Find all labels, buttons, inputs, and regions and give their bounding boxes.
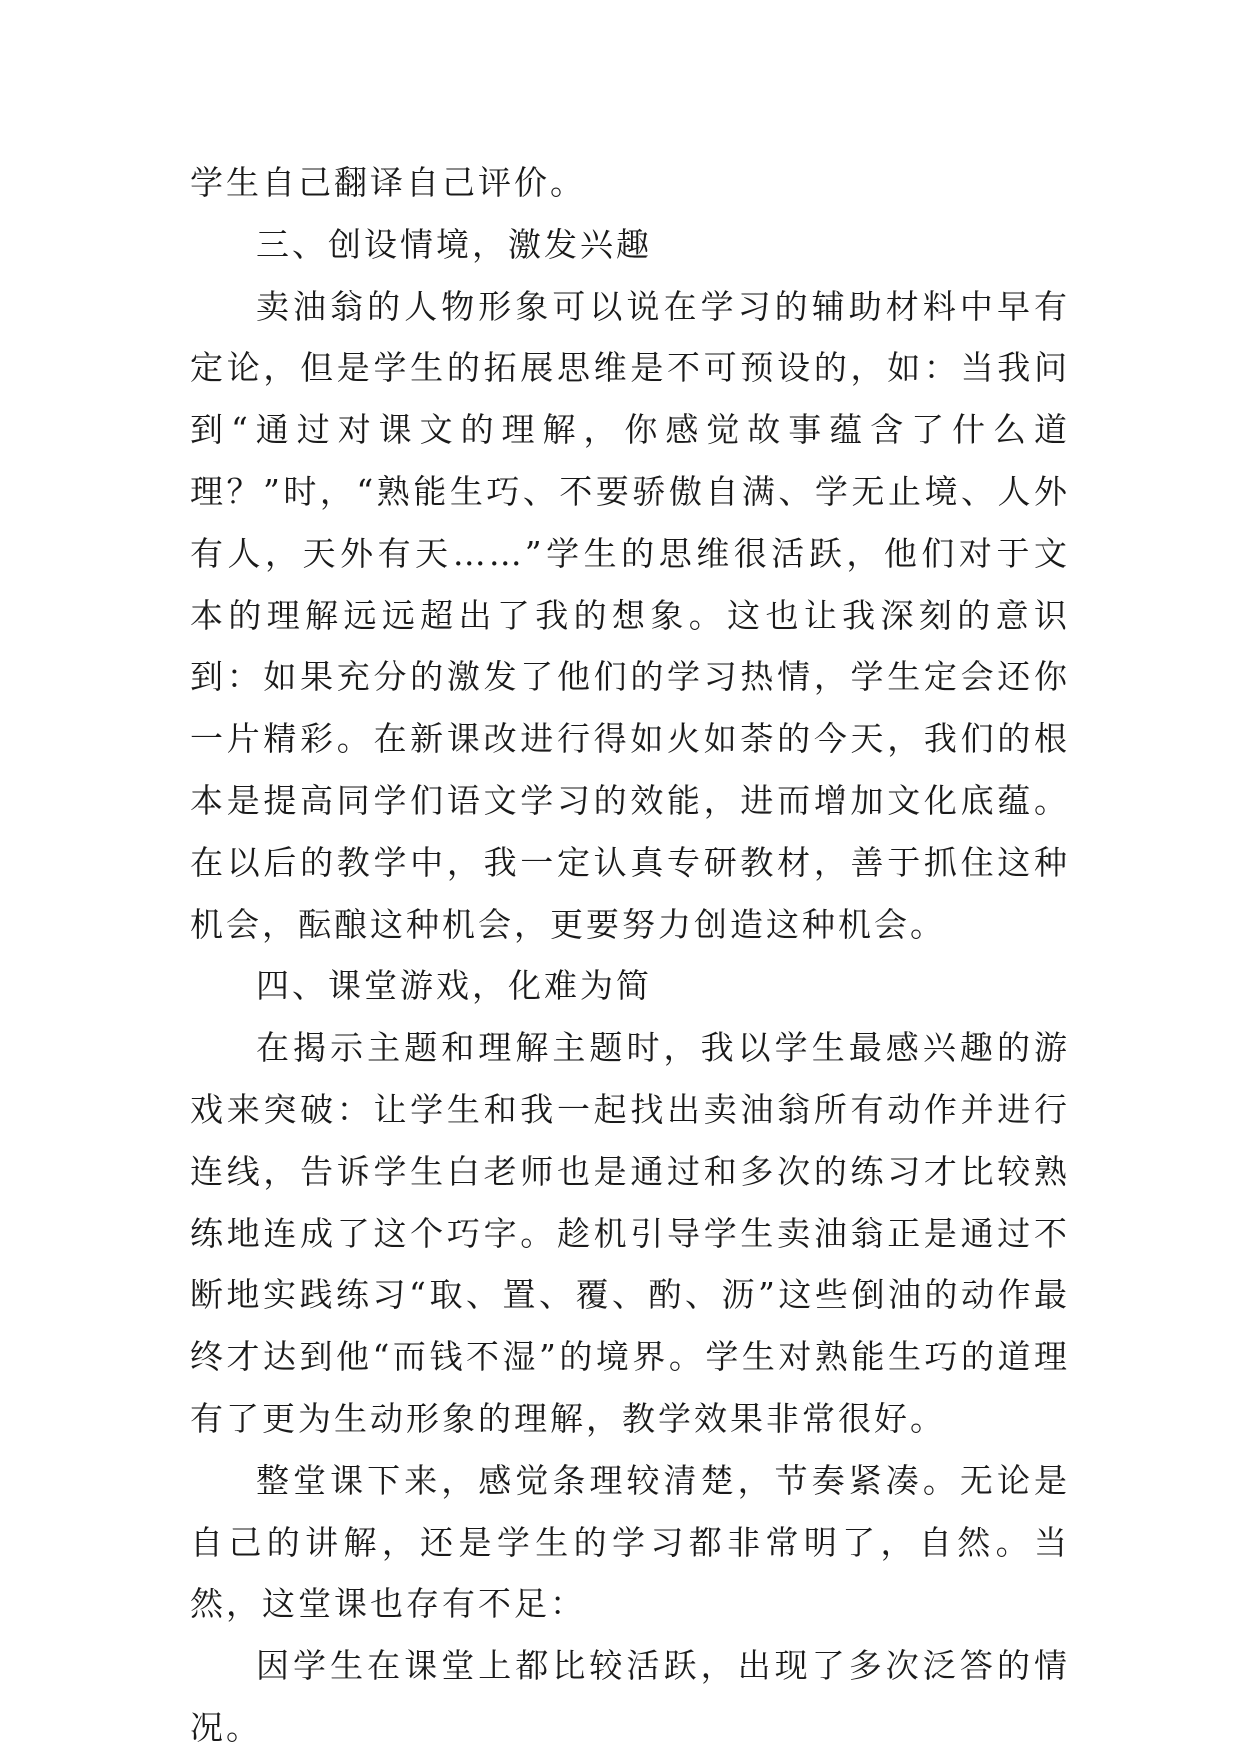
paragraph-section-three: 卖油翁的人物形象可以说在学习的辅助材料中早有定论，但是学生的拓展思维是不可预设的，如：当我问到“通过对课文的理解，你感觉故事蕴含了什么道理？”时，“熟能生巧、不要骄傲自满、学无止境、人外有人，天外有天……”学生的思维很活跃，他们对于文本的理解远远超出了我的想象。这也让我深刻的意识到：如果充分的激发了他们的学习热情，学生定会还你一片精彩。在新课改进行得如火如荼的今天，我们的根本是提高同学们语文学习的效能，进而增加文化底蕴。在以后的教学中，我一定认真专研教材，善于抓住这种机会，酝酿这种机会，更要努力创造这种机会。 <box>190 286 1070 944</box>
heading-section-three: 三、创设情境，激发兴趣 <box>256 224 652 264</box>
paragraph-translation-eval: 学生自己翻译自己评价。 <box>190 163 586 202</box>
heading-section-four: 四、课堂游戏，化难为简 <box>256 966 652 1006</box>
document-page <box>190 0 1070 1754</box>
paragraph-summary: 整堂课下来，感觉条理较清楚，节奏紧凑。无论是自己的讲解，还是学生的学习都非常明了，自然。当然，这堂课也存有不足： <box>190 1460 1070 1624</box>
document-body <box>190 152 1070 1759</box>
paragraph-section-four: 在揭示主题和理解主题时，我以学生最感兴趣的游戏来突破：让学生和我一起找出卖油翁所有动作并进行连线，告诉学生白老师也是通过和多次的练习才比较熟练地连成了这个巧字。趁机引导学生卖油翁正是通过不断地实践练习“取、置、覆、酌、沥”这些倒油的动作最终才达到他“而钱不湿”的境界。学生对熟能生巧的道理有了更为生动形象的理解，教学效果非常很好。 <box>190 1028 1070 1438</box>
paragraph-shortcoming: 因学生在课堂上都比较活跃，出现了多次泛答的情况。 <box>190 1646 1070 1747</box>
